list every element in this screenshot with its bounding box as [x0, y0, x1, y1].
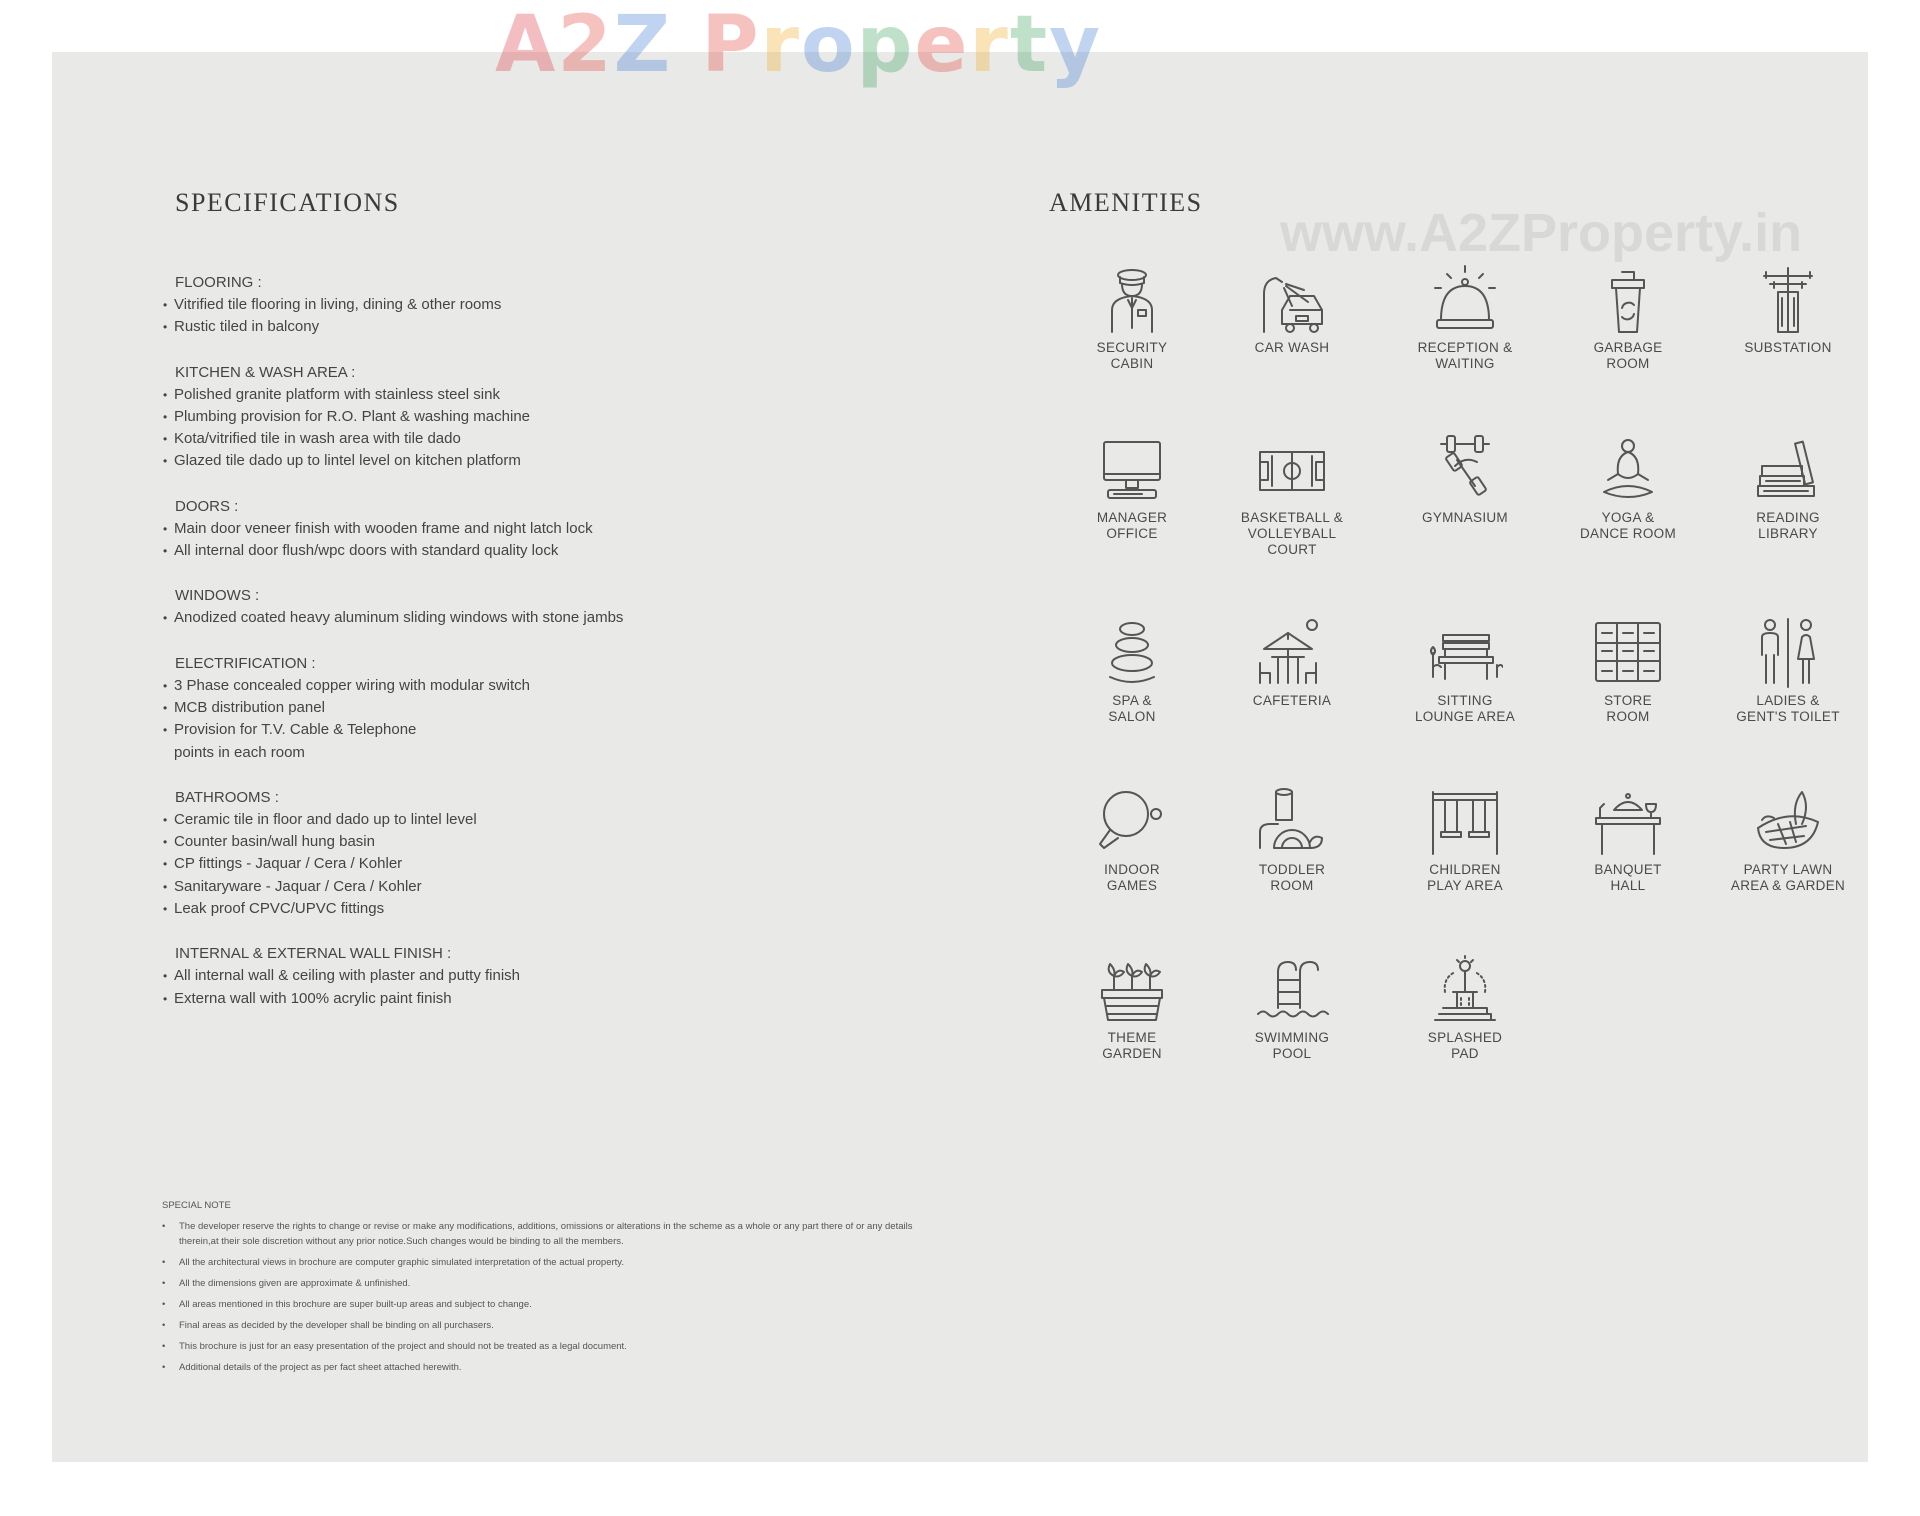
toys-icon	[1254, 784, 1330, 860]
amenity-item	[1207, 615, 1377, 709]
amenity-label-line: MANAGER	[1096, 510, 1168, 525]
bench-icon	[1427, 615, 1503, 691]
amenity-label-line: WAITING	[1435, 356, 1495, 371]
amenity-label	[1207, 510, 1377, 558]
amenity-item	[1380, 952, 1550, 1062]
logo-letter: e	[914, 0, 970, 90]
spec-group	[163, 585, 963, 629]
spec-heading: ELECTRIFICATION :	[175, 654, 316, 672]
amenity-item	[1380, 615, 1550, 725]
amenity-item	[1207, 432, 1377, 558]
logo-letter: o	[801, 0, 857, 90]
logo-letter: t	[1009, 0, 1050, 90]
amenity-label-line: POOL	[1272, 1046, 1312, 1061]
amenity-label-line: READING	[1756, 510, 1820, 525]
amenity-label-line: YOGA &	[1601, 510, 1655, 525]
amenity-label-line: VOLLEYBALL	[1247, 526, 1337, 541]
note-item: • Additional details of the project as per fact sheet attached herewith.	[162, 1360, 922, 1375]
amenity-label-line: PLAY AREA	[1427, 878, 1503, 893]
spec-item: • 3 Phase concealed copper wiring with modular switch	[163, 675, 963, 697]
amenity-item	[1047, 262, 1217, 372]
amenity-label	[1380, 1030, 1550, 1062]
specifications-list	[163, 272, 963, 1033]
amenity-label-line: SALON	[1108, 709, 1156, 724]
toilet-sign-icon	[1750, 615, 1826, 691]
specifications-title: SPECIFICATIONS	[175, 188, 400, 217]
spec-heading: INTERNAL & EXTERNAL WALL FINISH :	[175, 945, 452, 963]
amenities-title: AMENITIES	[1049, 188, 1203, 217]
amenity-item	[1543, 262, 1713, 372]
spec-heading: DOORS :	[175, 497, 239, 515]
amenity-item	[1207, 262, 1377, 356]
amenity-label-line: PAD	[1451, 1046, 1479, 1061]
note-item: • Final areas as decided by the developer shall be binding on all purchasers.	[162, 1318, 922, 1333]
amenity-label-line: CABIN	[1110, 356, 1154, 371]
amenity-label-line: CAR WASH	[1254, 340, 1330, 355]
amenity-item	[1207, 952, 1377, 1062]
amenity-label-line: ROOM	[1606, 709, 1650, 724]
amenity-label-line: SPLASHED	[1427, 1030, 1503, 1045]
amenity-label-line: GYMNASIUM	[1422, 510, 1508, 525]
yoga-icon	[1590, 432, 1666, 508]
amenity-label-line: TODDLER	[1258, 862, 1326, 877]
spec-item: • MCB distribution panel	[163, 697, 963, 719]
amenity-item	[1047, 784, 1217, 894]
spec-heading: KITCHEN & WASH AREA :	[175, 363, 356, 381]
watermark-url: www.A2ZProperty.in	[1280, 203, 1803, 263]
amenity-label	[1543, 862, 1713, 894]
dumbbell-icon	[1427, 432, 1503, 508]
amenity-label	[1703, 510, 1873, 542]
table-tennis-icon	[1094, 784, 1170, 860]
pool-ladder-icon	[1254, 952, 1330, 1028]
reception-bell-icon	[1427, 262, 1503, 338]
amenity-label-line: SUBSTATION	[1744, 340, 1832, 355]
lockers-icon	[1590, 615, 1666, 691]
planter-icon	[1094, 952, 1170, 1028]
spa-stones-icon	[1094, 615, 1170, 691]
amenity-item	[1703, 262, 1873, 356]
power-pole-icon	[1750, 262, 1826, 338]
spec-item: • Counter basin/wall hung basin	[163, 831, 963, 853]
note-item: • All the architectural views in brochure are computer graphic simulated interpretation of the actual property.	[162, 1255, 922, 1270]
amenity-label	[1543, 510, 1713, 542]
amenity-label	[1047, 1030, 1217, 1062]
spec-item: • Leak proof CPVC/UPVC fittings	[163, 898, 963, 920]
spec-item: • Main door veneer finish with wooden frame and night latch lock	[163, 518, 963, 540]
spec-item: points in each room	[174, 743, 305, 761]
security-guard-icon	[1094, 262, 1170, 338]
spec-item: • Externa wall with 100% acrylic paint finish	[163, 988, 963, 1010]
amenity-label-line: LIBRARY	[1758, 526, 1818, 541]
spec-item: • Provision for T.V. Cable & Telephone	[163, 719, 963, 741]
spec-item: • Vitrified tile flooring in living, dining & other rooms	[163, 294, 963, 316]
picnic-basket-icon	[1750, 784, 1826, 860]
amenity-label-line: STORE	[1604, 693, 1652, 708]
amenity-label-line: BANQUET	[1594, 862, 1662, 877]
amenity-item	[1047, 952, 1217, 1062]
amenities-grid	[1030, 262, 1850, 1082]
spec-item: • Kota/vitrified tile in wash area with tile dado	[163, 428, 963, 450]
note-item: • All areas mentioned in this brochure are super built-up areas and subject to change.	[162, 1297, 922, 1312]
spec-item: • CP fittings - Jaquar / Cera / Kohler	[163, 853, 963, 875]
note-item: • The developer reserve the rights to change or revise or make any modifications, additions, omissions or alterations in the scheme as a whole or any part there of or any details therein,at their sole discretion without any prior notice.Such changes would be binding to all the members.	[162, 1219, 922, 1249]
banquet-icon	[1590, 784, 1666, 860]
spec-item: • Plumbing provision for R.O. Plant & washing machine	[163, 406, 963, 428]
amenity-label-line: OFFICE	[1106, 526, 1158, 541]
amenity-label-line: SECURITY	[1096, 340, 1168, 355]
amenity-item	[1380, 262, 1550, 372]
amenity-label-line: HALL	[1610, 878, 1646, 893]
spec-group	[163, 943, 963, 1010]
amenity-label-line: SITTING	[1437, 693, 1493, 708]
swing-icon	[1427, 784, 1503, 860]
amenity-item	[1380, 432, 1550, 526]
computer-icon	[1094, 432, 1170, 508]
amenity-label-line: GARDEN	[1102, 1046, 1162, 1061]
amenity-item	[1703, 784, 1873, 894]
special-note-title: SPECIAL NOTE	[162, 1200, 231, 1211]
amenity-label	[1543, 693, 1713, 725]
amenity-label-line: AREA & GARDEN	[1730, 878, 1846, 893]
amenity-label	[1703, 693, 1873, 725]
amenity-label	[1703, 340, 1873, 356]
amenity-label	[1047, 693, 1217, 725]
amenity-label	[1047, 510, 1217, 542]
logo-letter	[672, 0, 701, 90]
amenity-item	[1047, 615, 1217, 725]
spec-group	[163, 362, 963, 473]
spec-item: • Anodized coated heavy aluminum sliding windows with stone jambs	[163, 607, 963, 629]
amenity-item	[1543, 615, 1713, 725]
amenity-label	[1207, 862, 1377, 894]
note-item: • This brochure is just for an easy presentation of the project and should not be treated as a legal document.	[162, 1339, 922, 1354]
logo-letter: y	[1049, 0, 1102, 90]
amenity-label-line: BASKETBALL &	[1240, 510, 1344, 525]
logo-letter: r	[969, 0, 1010, 90]
amenity-item	[1047, 432, 1217, 542]
amenity-label-line: RECEPTION &	[1417, 340, 1513, 355]
court-icon	[1254, 432, 1330, 508]
amenity-label	[1703, 862, 1873, 894]
spec-heading: BATHROOMS :	[175, 788, 279, 806]
logo-letter: Z	[613, 0, 673, 90]
spec-group	[163, 496, 963, 563]
logo-letter: 2	[557, 0, 614, 90]
amenity-label	[1047, 340, 1217, 372]
amenity-label	[1047, 862, 1217, 894]
spec-item: • All internal wall & ceiling with plaster and putty finish	[163, 965, 963, 987]
cafe-table-icon	[1254, 615, 1330, 691]
note-item: • All the dimensions given are approximate & unfinished.	[162, 1276, 922, 1291]
amenity-label	[1543, 340, 1713, 372]
spec-item: • Glazed tile dado up to lintel level on kitchen platform	[163, 450, 963, 472]
amenity-label-line: SWIMMING	[1254, 1030, 1330, 1045]
amenity-item	[1543, 784, 1713, 894]
books-icon	[1750, 432, 1826, 508]
amenity-label	[1207, 693, 1377, 709]
spec-group	[163, 272, 963, 339]
amenity-label-line: COURT	[1267, 542, 1317, 557]
amenity-label-line: PARTY LAWN	[1743, 862, 1833, 877]
amenity-label	[1380, 510, 1550, 526]
amenity-label-line: LADIES &	[1756, 693, 1820, 708]
amenity-label-line: ROOM	[1270, 878, 1314, 893]
amenity-label-line: GARBAGE	[1593, 340, 1663, 355]
spec-group	[163, 653, 963, 764]
amenity-label	[1380, 693, 1550, 725]
logo-letter: r	[760, 0, 802, 90]
spec-item: • Rustic tiled in balcony	[163, 316, 963, 338]
spec-item: • All internal door flush/wpc doors with standard quality lock	[163, 540, 963, 562]
amenity-label	[1380, 862, 1550, 894]
amenity-item	[1207, 784, 1377, 894]
spec-heading: WINDOWS :	[175, 587, 260, 605]
spec-heading: FLOORING :	[175, 274, 262, 291]
amenity-label-line: THEME	[1107, 1030, 1157, 1045]
amenity-label-line: GENT'S TOILET	[1736, 709, 1840, 724]
amenity-label	[1207, 340, 1377, 356]
car-wash-icon	[1254, 262, 1330, 338]
amenity-label-line: INDOOR	[1104, 862, 1160, 877]
watermark-logo	[495, 0, 1102, 95]
spec-item: • Ceramic tile in floor and dado up to lintel level	[163, 809, 963, 831]
amenity-label-line: GAMES	[1106, 878, 1158, 893]
logo-letter: P	[701, 0, 761, 90]
amenity-label-line: ROOM	[1606, 356, 1650, 371]
spec-item: • Sanitaryware - Jaquar / Cera / Kohler	[163, 876, 963, 898]
amenity-label-line: CAFETERIA	[1252, 693, 1332, 708]
garbage-bin-icon	[1590, 262, 1666, 338]
amenity-item	[1703, 432, 1873, 542]
amenity-label-line: SPA &	[1112, 693, 1152, 708]
amenity-item	[1543, 432, 1713, 542]
fountain-icon	[1427, 952, 1503, 1028]
logo-letter: p	[856, 0, 915, 90]
amenity-label	[1380, 340, 1550, 372]
amenity-label	[1207, 1030, 1377, 1062]
spec-item: • Polished granite platform with stainless steel sink	[163, 384, 963, 406]
amenity-label-line: CHILDREN	[1429, 862, 1501, 877]
special-note	[162, 1200, 922, 1381]
logo-letter: A	[495, 0, 558, 90]
amenity-label-line: DANCE ROOM	[1579, 526, 1676, 541]
amenity-item	[1380, 784, 1550, 894]
amenity-label-line: LOUNGE AREA	[1414, 709, 1516, 724]
amenity-item	[1703, 615, 1873, 725]
spec-group	[163, 787, 963, 920]
